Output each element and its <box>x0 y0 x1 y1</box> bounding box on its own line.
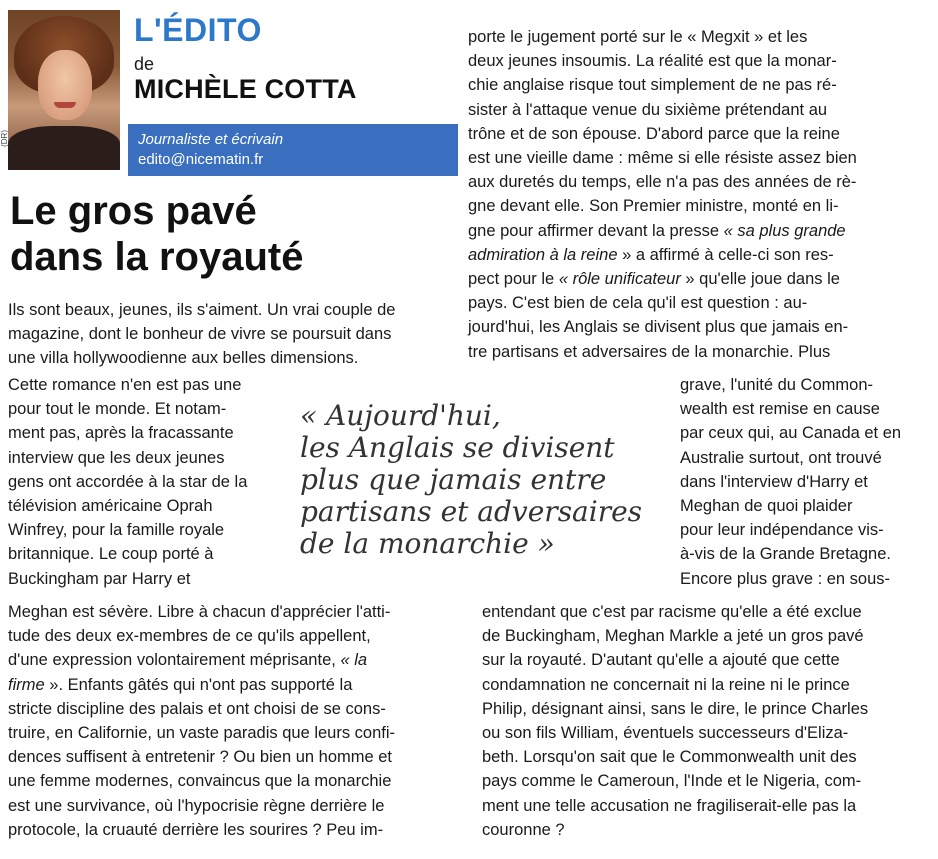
text-run: gne pour affirmer devant la presse <box>468 221 720 240</box>
by-label: de <box>134 54 155 74</box>
text-line: par ceux qui, au Canada et en <box>680 424 902 443</box>
italic-run: « la <box>340 651 368 670</box>
photo-mouth <box>54 102 76 108</box>
article-headline <box>10 188 460 280</box>
text-line: est une survivance, où l'hypocrisie règne derrière le <box>8 796 385 815</box>
text-line: sur la royauté. D'autant qu'elle a ajouté que cette <box>482 651 840 670</box>
col1-narrow <box>8 373 247 591</box>
headline-line: dans la royauté <box>10 235 304 279</box>
section-label: L'ÉDITO <box>134 12 262 48</box>
text-line <box>468 267 857 291</box>
italic-run: « sa plus grande <box>723 221 846 240</box>
text-line: deux jeunes insoumis. La réalité est que la monar- <box>468 52 837 71</box>
text-line: magazine, dont le bonheur de vivre se poursuit dans <box>8 325 392 344</box>
pull-quote <box>300 400 690 560</box>
text-run: ». Enfants gâtés qui n'ont pas supporté la <box>49 675 353 694</box>
text-line: gens ont accordée à la star de la <box>8 472 248 491</box>
col2-top <box>468 25 857 364</box>
italic-run: admiration à la reine <box>468 245 618 264</box>
text-line: chie anglaise risque tout simplement de ne pas ré- <box>468 76 837 95</box>
text-run: pect pour le <box>468 270 555 289</box>
text-line: grave, l'unité du Common- <box>680 376 873 394</box>
text-line <box>468 243 857 267</box>
text-line: britannique. Le coup porté à <box>8 545 214 564</box>
text-line: tre partisans et adversaires de la monarchie. Plus <box>468 342 831 361</box>
text-line: télévision américaine Oprah <box>8 497 213 516</box>
text-line: ou son fils William, éventuels successeurs d'Eliza- <box>482 724 849 743</box>
text-line: couronne ? <box>482 820 565 839</box>
text-line <box>8 673 395 697</box>
text-line <box>468 219 857 243</box>
italic-run: firme <box>8 675 45 694</box>
col2-narrow <box>680 373 901 591</box>
text-line: Meghan est sévère. Libre à chacun d'apprécier l'atti- <box>8 603 391 621</box>
quote-line: plus que jamais entre <box>300 463 607 496</box>
col1-intro <box>8 298 395 371</box>
text-line: stricte discipline des palais et ont choisi de se cons- <box>8 699 386 718</box>
text-line: Meghan de quoi plaider <box>680 497 853 516</box>
col2-bottom <box>482 600 868 842</box>
text-line: jourd'hui, les Anglais se divisent plus que jamais en- <box>468 318 849 337</box>
text-line: dans l'interview d'Harry et <box>680 472 868 491</box>
text-line: Encore plus grave : en sous- <box>680 569 891 588</box>
italic-run: « rôle unificateur <box>558 270 681 289</box>
text-line: Australie surtout, ont trouvé <box>680 448 882 467</box>
text-line: tude des deux ex-membres de ce qu'ils appellent, <box>8 627 371 646</box>
text-line: gne devant elle. Son Premier ministre, monté en li- <box>468 197 839 216</box>
text-line: beth. Lorsqu'on sait que le Commonwealth unit des <box>482 748 857 767</box>
quote-line: « Aujourd'hui, <box>300 399 501 432</box>
text-line: Ils sont beaux, jeunes, ils s'aiment. Un vrai couple de <box>8 301 396 319</box>
text-line: Cette romance n'en est pas une <box>8 376 242 394</box>
text-line <box>8 648 395 672</box>
author-email[interactable]: edito@nicematin.fr <box>138 151 264 168</box>
headline-line: Le gros pavé <box>10 189 257 233</box>
author-bio-box <box>128 124 458 176</box>
author-name: MICHÈLE COTTA <box>134 74 357 104</box>
text-line: une femme modernes, convaincus que la monarchie <box>8 772 392 791</box>
text-run: » a affirmé à celle-ci son res- <box>622 245 834 264</box>
quote-line: les Anglais se divisent <box>300 431 615 464</box>
quote-line: de la monarchie » <box>300 527 555 560</box>
text-line: à-vis de la Grande Bretagne. <box>680 545 891 564</box>
text-line: trône et de son épouse. D'abord parce que la reine <box>468 124 840 143</box>
col1-bottom <box>8 600 395 842</box>
author-photo <box>8 10 120 170</box>
text-line: truire, en Californie, un vaste paradis que leurs confi- <box>8 724 396 743</box>
photo-credit: (DR) <box>0 130 9 147</box>
text-run: d'une expression volontairement méprisante, <box>8 651 336 670</box>
text-line: de Buckingham, Meghan Markle a jeté un gros pavé <box>482 627 864 646</box>
text-line: dences suffisent à entretenir ? Ou bien un homme et <box>8 748 393 767</box>
text-line: pays comme le Cameroun, l'Inde et le Nigeria, com- <box>482 772 862 791</box>
text-line: pour tout le monde. Et notam- <box>8 400 227 419</box>
text-line: ment une telle accusation ne fragiliserait-elle pas la <box>482 796 857 815</box>
text-run: » qu'elle joue dans le <box>685 270 840 289</box>
text-line: protocole, la cruauté derrière les sourires ? Peu im- <box>8 820 384 839</box>
photo-shoulders <box>8 126 120 170</box>
text-line: une villa hollywoodienne aux belles dimensions. <box>8 349 359 368</box>
text-line: pour leur indépendance vis- <box>680 521 884 540</box>
text-line: interview que les deux jeunes <box>8 448 225 467</box>
text-line: condamnation ne concernait ni la reine ni le prince <box>482 675 850 694</box>
text-line: ment pas, après la fracassante <box>8 424 234 443</box>
text-line: entendant que c'est par racisme qu'elle a été exclue <box>482 603 862 621</box>
text-line: porte le jugement porté sur le « Megxit » et les <box>468 28 808 46</box>
text-line: aux duretés du temps, elle n'a pas des années de rè- <box>468 173 857 192</box>
text-line: sister à l'attaque venue du sixième prétendant au <box>468 100 828 119</box>
text-line: wealth est remise en cause <box>680 400 880 419</box>
text-line: Buckingham par Harry et <box>8 569 191 588</box>
text-line: pays. C'est bien de cela qu'il est question : au- <box>468 294 808 313</box>
text-line: est une vieille dame : même si elle résiste assez bien <box>468 149 857 168</box>
photo-face <box>38 50 92 120</box>
quote-line: partisans et adversaires <box>300 495 643 528</box>
author-role: Journaliste et écrivain <box>138 131 284 148</box>
text-line: Philip, désignant ainsi, sans le dire, le prince Charles <box>482 699 869 718</box>
text-line: Winfrey, pour la famille royale <box>8 521 225 540</box>
